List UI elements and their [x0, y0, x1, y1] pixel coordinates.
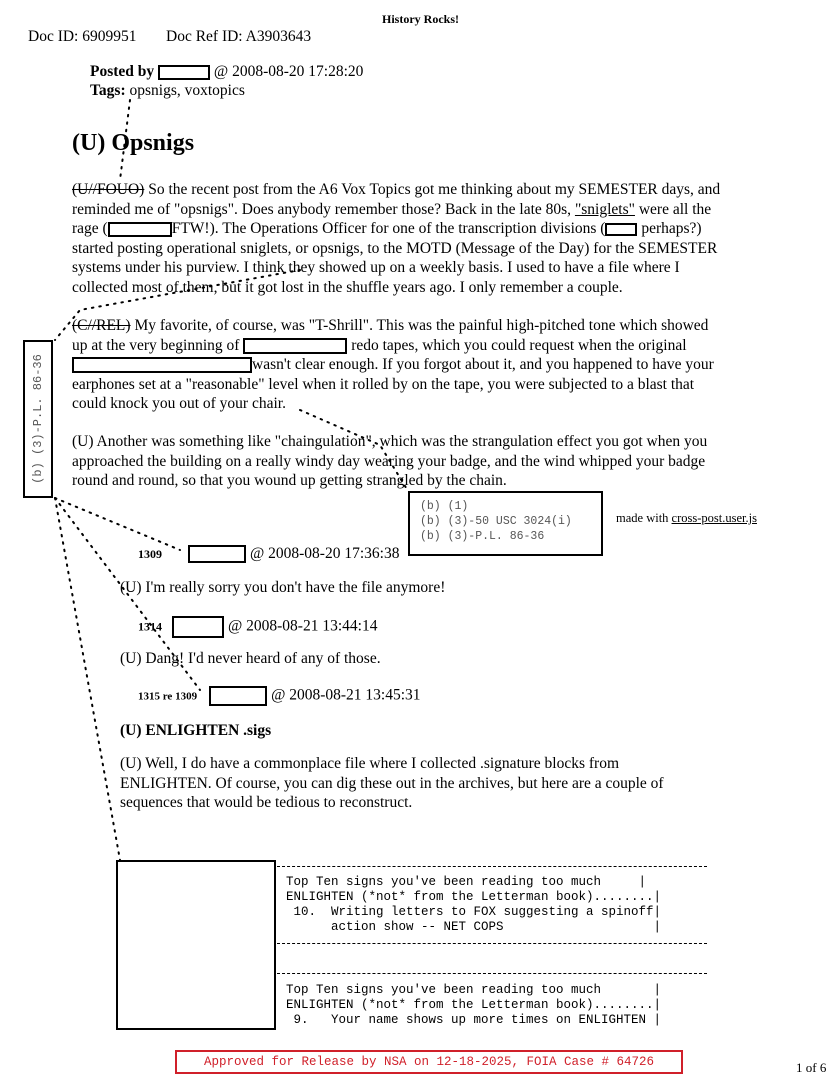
sig-line: 9. Your name shows up more times on ENLIGHTEN | [286, 1013, 662, 1027]
text-line: So the recent post from the A6 Vox Topics got me thinking about my SEMESTER days, and [148, 181, 721, 198]
text-line: rage ( [72, 220, 108, 237]
text-line: perhaps?) [637, 220, 702, 237]
exemption-line: (b) (3)-P.L. 86-36 [420, 530, 545, 543]
posted-by-label: Posted by [90, 63, 155, 80]
sig-line: ENLIGHTEN (*not* from the Letterman book)........| [286, 890, 662, 904]
doc-ref-id: Doc Ref ID: A3903643 [166, 28, 312, 45]
tags-label: Tags: [90, 82, 126, 99]
sniglets-link[interactable]: "sniglets" [574, 200, 635, 218]
page-header-title: History Rocks! [382, 12, 459, 26]
exemption-line: (b) (3)-50 USC 3024(i) [420, 515, 572, 528]
comment-id: 1309 [138, 547, 162, 561]
text-line: (U) Another was something like "chaingulation", which was the strangulation effect you got when you [72, 433, 708, 450]
text-line: sequences that would be tedious to reconstruct. [120, 794, 413, 811]
text-line: My favorite, of course, was "T-Shrill". This was the painful high-pitched tone which showed [130, 317, 709, 334]
comment-timestamp: @ 2008-08-21 13:44:14 [228, 617, 378, 635]
leader-dots [55, 270, 300, 340]
text-line: could knock you out of your chair. [72, 395, 286, 412]
post-title: (U) Opsnigs [72, 130, 195, 156]
text-line: up at the very beginning of [72, 336, 244, 354]
sig-line: 10. Writing letters to FOX suggesting a spinoff| [286, 905, 662, 919]
comment-1309-text: (U) I'm really sorry you don't have the file anymore! [120, 579, 446, 596]
comment-1314-text: (U) Dang! I'd never heard of any of those. [120, 650, 381, 667]
cross-post-link[interactable]: cross-post.user.js [671, 511, 757, 525]
text-line: systems under his purview. I think they showed up on a weekly basis. I used to have a file where I [72, 259, 680, 276]
text-line: ENLIGHTEN. Of course, you can dig these out in the archives, but here are a couple of [120, 774, 664, 792]
classification-mark: (U//FOUO) [72, 181, 145, 198]
sig-line: Top Ten signs you've been reading too much | [286, 983, 662, 997]
leader-dots [55, 498, 200, 690]
text-line: earphones set at a "reasonable" level when it rolled by on the tape, you were subjected to a blast that [72, 375, 695, 393]
text-line: FTW!). The Operations Officer for one of the transcription divisions ( [171, 220, 606, 237]
doc-id: Doc ID: 6909951 [28, 28, 137, 45]
tags-value: opsnigs, voxtopics [129, 82, 245, 99]
side-exemption-label: (b) (3)-P.L. 86-36 [31, 354, 45, 484]
comment-id: 1315 re 1309 [138, 690, 198, 703]
text-line: wasn't clear enough. If you forgot about it, and you happened to have your [252, 356, 714, 373]
leader-dots [120, 100, 130, 180]
enlighten-title: (U) ENLIGHTEN .sigs [120, 722, 272, 739]
text-line: were all the [634, 200, 712, 218]
comment-timestamp: @ 2008-08-21 13:45:31 [271, 686, 421, 704]
leader-dots [55, 498, 120, 860]
text-line: round and round, so that you wound up getting strangled by the chain. [72, 472, 507, 489]
made-with-prefix: made with [616, 511, 672, 525]
exemption-line: (b) (1) [420, 500, 469, 513]
sig-line: ENLIGHTEN (*not* from the Letterman book)........| [286, 998, 662, 1012]
comment-id: 1314 [138, 619, 162, 634]
text-line: started posting operational sniglets, or opsnigs, to the MOTD (Message of the Day) for the SEMESTER [72, 239, 718, 257]
page-number: 1 of 6 [796, 1060, 827, 1075]
comment-timestamp: @ 2008-08-20 17:36:38 [250, 545, 400, 562]
text-line: (U) Well, I do have a commonplace file where I collected .signature blocks from [120, 755, 620, 772]
sig-line: action show -- NET COPS | [286, 920, 662, 934]
post-timestamp: @ 2008-08-20 17:28:20 [213, 63, 364, 80]
classification-mark: (C//REL) [72, 317, 131, 334]
leader-dots [300, 410, 408, 491]
sig-line: Top Ten signs you've been reading too much | [286, 875, 647, 889]
text-line: collected most of them, but it got lost in the shuffle years ago. I only remember a couple. [72, 278, 623, 296]
text-line: reminded me of "opsnigs". Does anybody remember those? Back in the late 80s, [72, 200, 575, 218]
text-line: approached the building on a really windy day wearing your badge, and the wind whipped your badge [72, 452, 706, 470]
approval-stamp: Approved for Release by NSA on 12-18-2025, FOIA Case # 64726 [175, 1050, 683, 1074]
text-line: redo tapes, which you could request when the original [347, 336, 687, 354]
